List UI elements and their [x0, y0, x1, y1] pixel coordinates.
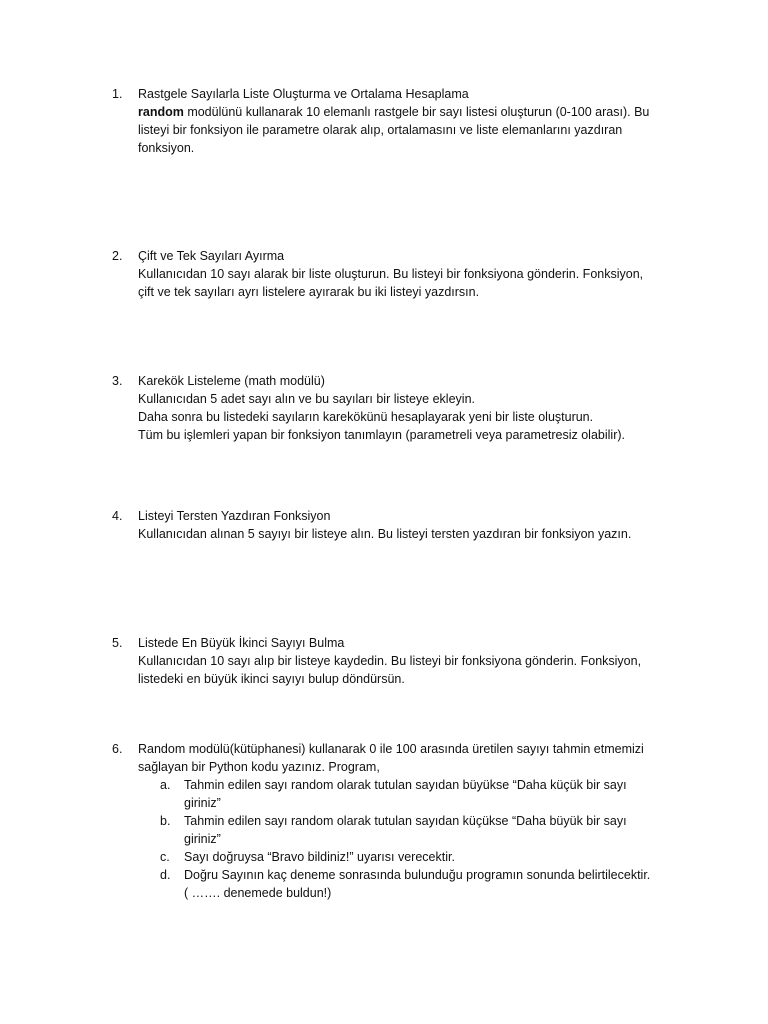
subitem-a [160, 776, 682, 812]
item-number: 5. [112, 636, 123, 650]
item-line: Kullanıcıdan alınan 5 sayıyı bir listeye alın. Bu listeyi tersten yazdıran bir fonksiyon yazın. [138, 527, 632, 541]
subitem-b [160, 812, 682, 848]
subitem-line: Tahmin edilen sayı random olarak tutulan sayıdan küçükse “Daha büyük bir sayı [184, 814, 627, 828]
item-line: Kullanıcıdan 5 adet sayı alın ve bu sayıları bir listeye ekleyin. [138, 392, 475, 406]
exercise-item-1 [112, 85, 682, 157]
subitem-text [184, 848, 682, 866]
item-content [138, 740, 682, 902]
item-title: Listede En Büyük İkinci Sayıyı Bulma [138, 636, 345, 650]
subitem-c [160, 848, 682, 866]
item-number: 3. [112, 374, 123, 388]
item-title: Karekök Listeleme (math modülü) [138, 374, 325, 388]
subitem-line: ( ……. denemede buldun!) [184, 886, 332, 900]
subitem-line: giriniz” [184, 796, 221, 810]
item-line: çift ve tek sayıları ayrı listelere ayırarak bu iki listeyi yazdırsın. [138, 285, 480, 299]
item-line: Daha sonra bu listedeki sayıların karekökünü hesaplayarak yeni bir liste oluşturun. [138, 410, 594, 424]
item-content [138, 247, 682, 301]
subitem-letter: d. [160, 868, 171, 882]
subitem-text [184, 812, 682, 848]
item-number: 4. [112, 509, 123, 523]
subitem-line: Doğru Sayının kaç deneme sonrasında bulunduğu programın sonunda belirtilecektir. [184, 868, 651, 882]
item-title: Çift ve Tek Sayıları Ayırma [138, 249, 285, 263]
exercise-item-3 [112, 372, 682, 444]
subitem-letter: c. [160, 850, 170, 864]
item-line: fonksiyon. [138, 141, 195, 155]
item-line: Tüm bu işlemleri yapan bir fonksiyon tanımlayın (parametreli veya parametresiz olabilir). [138, 428, 625, 442]
item-line-text: modülünü kullanarak 10 elemanlı rastgele bir sayı listesi oluşturun (0-100 arası). Bu [183, 105, 650, 119]
item-line [138, 103, 682, 121]
subitem-letter: a. [160, 778, 171, 792]
item-content [138, 372, 682, 444]
exercise-item-4 [112, 507, 682, 543]
subitem-d [160, 866, 682, 902]
subitem-line: giriniz” [184, 832, 221, 846]
item-number: 1. [112, 87, 123, 101]
item-title: Listeyi Tersten Yazdıran Fonksiyon [138, 509, 331, 523]
subitem-letter: b. [160, 814, 171, 828]
item-line: Random modülü(kütüphanesi) kullanarak 0 ile 100 arasında üretilen sayıyı tahmin etmemizi [138, 742, 644, 756]
exercise-item-2 [112, 247, 682, 301]
item-content [138, 507, 682, 543]
item-line: sağlayan bir Python kodu yazınız. Program, [138, 760, 380, 774]
item-title: Rastgele Sayılarla Liste Oluşturma ve Ortalama Hesaplama [138, 87, 469, 101]
subitem-text [184, 776, 682, 812]
item-line: listedeki en büyük ikinci sayıyı bulup döndürsün. [138, 672, 405, 686]
item-number: 6. [112, 742, 123, 756]
exercise-item-6 [112, 740, 682, 902]
item-line: Kullanıcıdan 10 sayı alıp bir listeye kaydedin. Bu listeyi bir fonksiyona gönderin. Fonksiyon, [138, 654, 642, 668]
item-number: 2. [112, 249, 123, 263]
item-content [138, 85, 682, 157]
bold-keyword: random [138, 105, 184, 119]
item-line: Kullanıcıdan 10 sayı alarak bir liste oluşturun. Bu listeyi bir fonksiyona gönderin. Fonksiyon, [138, 267, 644, 281]
subitem-line: Sayı doğruysa “Bravo bildiniz!” uyarısı verecektir. [184, 850, 455, 864]
item-line: listeyi bir fonksiyon ile parametre olarak alıp, ortalamasını ve liste elemanlarını yazdıran [138, 123, 623, 137]
subitem-line: Tahmin edilen sayı random olarak tutulan sayıdan büyükse “Daha küçük bir sayı [184, 778, 627, 792]
subitem-text [184, 866, 682, 902]
exercise-item-5 [112, 634, 682, 688]
item-content [138, 634, 682, 688]
